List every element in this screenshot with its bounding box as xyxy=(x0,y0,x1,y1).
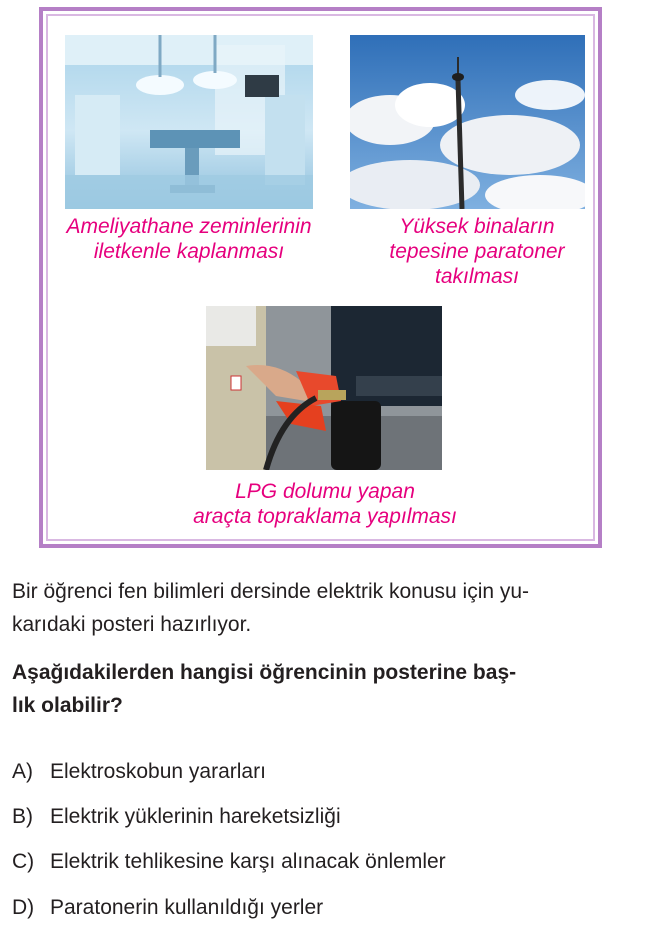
operating-room-photo xyxy=(65,35,313,209)
option-text: Elektrik yüklerinin hareketsizliği xyxy=(50,805,341,828)
caption-line: araçta topraklama yapılması xyxy=(193,505,457,528)
lightning-rod-caption xyxy=(352,214,602,289)
option-text: Elektroskobun yararları xyxy=(50,760,266,783)
operating-room-illustration xyxy=(65,35,313,209)
lpg-caption xyxy=(160,479,490,529)
caption-line: LPG dolumu yapan xyxy=(235,480,415,503)
option-a[interactable] xyxy=(12,758,266,786)
option-c[interactable] xyxy=(12,848,446,876)
lpg-refuel-photo xyxy=(206,306,442,470)
option-b[interactable] xyxy=(12,803,341,831)
caption-line: tepesine paratoner xyxy=(389,240,565,263)
lpg-refuel-illustration xyxy=(206,306,442,470)
option-text: Elektrik tehlikesine karşı alınacak önlemler xyxy=(50,850,446,873)
caption-line: takılması xyxy=(434,265,520,288)
prompt-line: lık olabilir? xyxy=(12,694,123,717)
prompt-line: Aşağıdakilerden hangisi öğrencinin posterine baş- xyxy=(12,661,517,684)
option-letter: D) xyxy=(12,896,35,919)
option-text: Paratonerin kullanıldığı yerler xyxy=(50,896,324,919)
operating-room-caption xyxy=(45,214,333,264)
lightning-rod-photo xyxy=(350,35,585,209)
option-letter: A) xyxy=(12,760,33,783)
option-letter: C) xyxy=(12,850,35,873)
option-letter: B) xyxy=(12,805,33,828)
intro-line: karıdaki posteri hazırlıyor. xyxy=(12,613,252,636)
question-prompt xyxy=(12,656,640,722)
caption-line: Yüksek binaların xyxy=(399,215,555,238)
caption-line: iletkenle kaplanması xyxy=(93,240,285,263)
caption-line: Ameliyathane zeminlerinin xyxy=(66,215,312,238)
option-d[interactable] xyxy=(12,894,323,922)
intro-line: Bir öğrenci fen bilimleri dersinde elektrik konusu için yu- xyxy=(12,580,530,603)
lightning-rod-illustration xyxy=(350,35,585,209)
question-intro xyxy=(12,575,640,641)
